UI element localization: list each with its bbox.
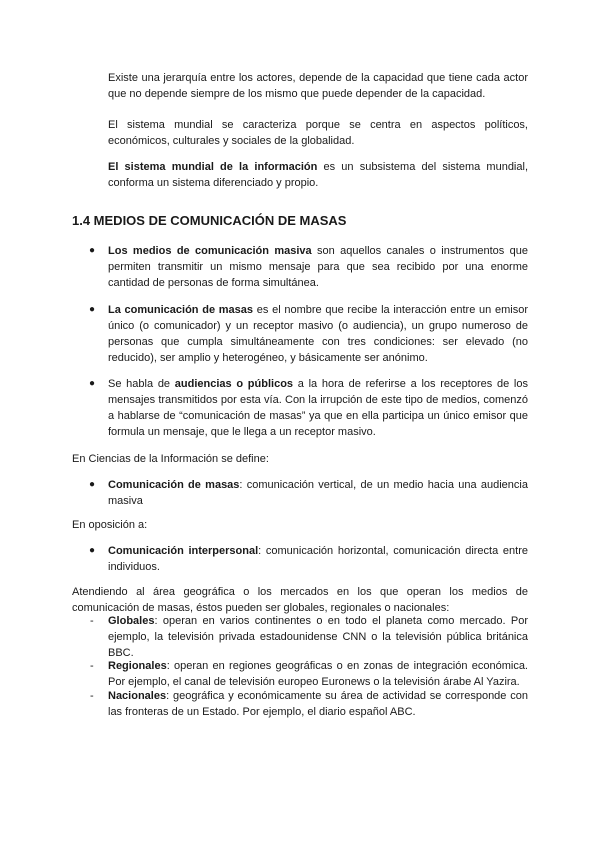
bold-term: Regionales (108, 660, 167, 672)
list-item-text: : operan en regiones geográficas o en zonas de integración económica. Por ejemplo, el canal de televisión europeo Euronews o la televisión árabe Al Yazira. (108, 660, 528, 688)
bold-term: Nacionales (108, 690, 167, 702)
list-item-text: Se habla de (108, 378, 175, 390)
bold-term: Comunicación de masas (108, 479, 240, 491)
bullet-icon: ● (89, 245, 96, 256)
paragraph-ciencias (72, 451, 528, 467)
paragraph-text: Existe una jerarquía entre los actores, depende de la capacidad que tiene cada actor que no depende siempre de los mismo que puede depender de la capacidad. (108, 72, 528, 100)
bold-term: audiencias o públicos (174, 378, 294, 390)
paragraph-text: Atendiendo al área geográfica o los mercados en los que operan los medios de comunicación de masas, éstos pueden ser globales, regionales o nacionales: (72, 586, 528, 614)
list-item-text: : comunicación horizontal, comunicación directa entre individuos. (108, 545, 528, 573)
bullet-icon: ● (89, 378, 96, 389)
list-item-text: : operan en varios continentes o en todo el planeta como mercado. Por ejemplo, la televisión privada estadounidense CNN o la televisión pública británica BBC. (108, 615, 528, 659)
dash-marker: - (90, 615, 94, 627)
paragraph-sistema-mundial (108, 117, 528, 149)
dash-marker: - (90, 660, 94, 672)
list-item (108, 658, 528, 690)
bullet-icon: ● (89, 479, 96, 490)
bold-term: Comunicación interpersonal (108, 545, 259, 557)
section-heading: 1.4 MEDIOS DE COMUNICACIÓN DE MASAS (72, 213, 347, 228)
paragraph-text: El sistema mundial se caracteriza porque se centra en aspectos políticos, económicos, culturales y sociales de la globalidad. (108, 119, 528, 147)
paragraph-text: En Ciencias de la Información se define: (72, 453, 269, 465)
list-item (108, 477, 528, 509)
paragraph-area-geografica (72, 584, 528, 616)
list-item (108, 688, 528, 720)
paragraph-oposicion (72, 517, 528, 533)
paragraph-jerarquia (108, 70, 528, 102)
list-item-text: : geográfica y económicamente su área de actividad se corresponde con las fronteras de un Estado. Por ejemplo, el diario español ABC. (108, 690, 528, 718)
list-item-text: : comunicación vertical, de un medio hacia una audiencia masiva (108, 479, 528, 507)
list-item (108, 376, 528, 440)
list-item-text: es el nombre que recibe la interacción entre un emisor único (o comunicador) y un receptor masivo (o audiencia), un grupo numeroso de personas que cumpla simultáneamente con tres condiciones: ser elevado (no reducido), ser amplio y heterogéneo, y básicamente ser anónimo. (108, 304, 529, 364)
dash-marker: - (90, 690, 94, 702)
list-item (108, 543, 528, 575)
list-item (108, 302, 528, 366)
list-item-text: a la hora de referirse a los receptores de los mensajes transmitidos por esta vía. Con la irrupción de este tipo de medios, comenzó a hablarse de “comunicación de masas” ya que en ella participa un único emisor que formula un mensaje, que le llega a un receptor masivo. (108, 378, 528, 438)
list-item (108, 243, 528, 291)
list-item (108, 613, 528, 661)
bullet-icon: ● (89, 545, 96, 556)
bold-term: El sistema mundial de la información (108, 161, 318, 173)
paragraph-sistema-informacion (108, 159, 528, 191)
bold-term: Los medios de comunicación masiva (108, 245, 312, 257)
paragraph-text: En oposición a: (72, 519, 148, 531)
bold-term: La comunicación de masas (108, 304, 254, 316)
bullet-icon: ● (89, 304, 96, 315)
bold-term: Globales (108, 615, 155, 627)
paragraph-text: es un subsistema del sistema mundial, conforma un sistema diferenciado y propio. (108, 161, 528, 189)
list-item-text: son aquellos canales o instrumentos que permiten transmitir un mismo mensaje para que sea recibido por una enorme cantidad de personas de forma simultánea. (108, 245, 528, 289)
